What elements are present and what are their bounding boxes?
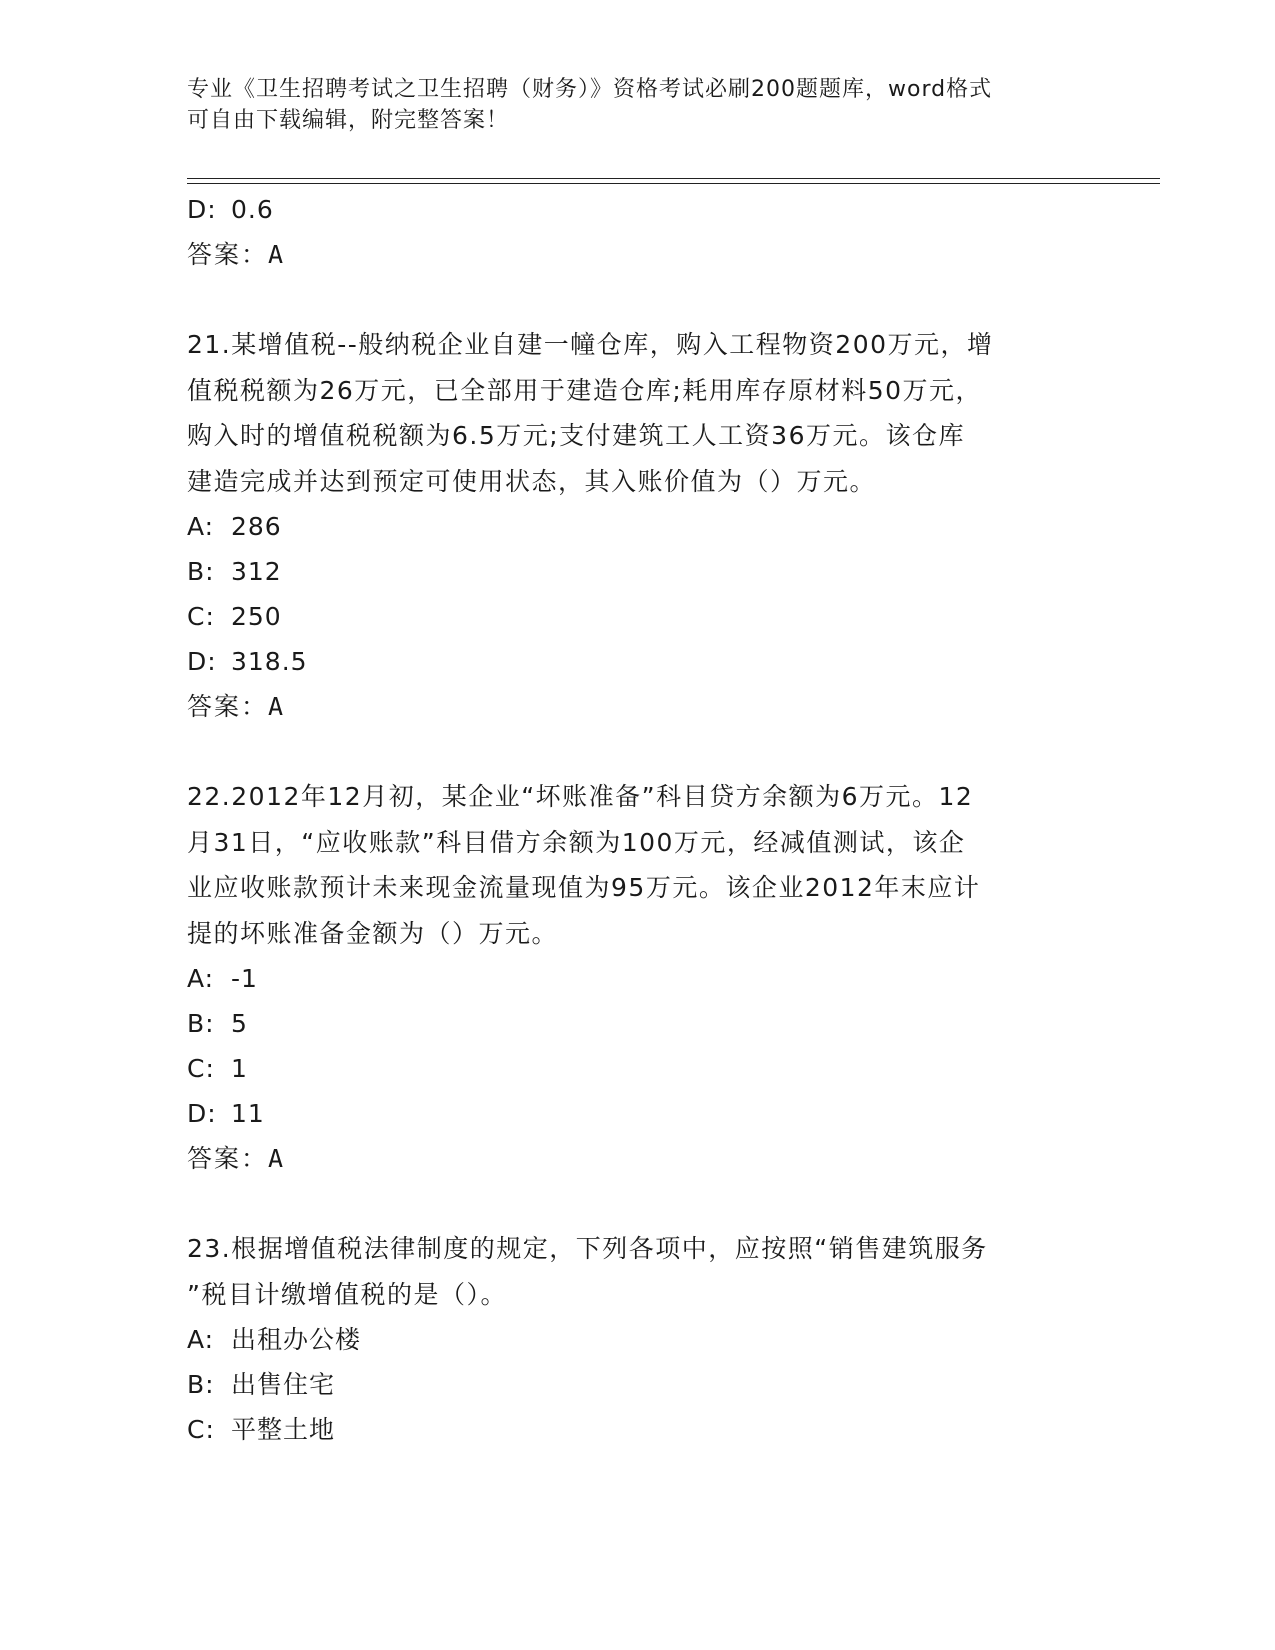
option-d bbox=[187, 1091, 1087, 1136]
question-22-stem bbox=[187, 774, 1067, 956]
header-rule-bottom bbox=[187, 183, 1160, 184]
answer-line bbox=[187, 232, 1087, 277]
answer-label: 答案： bbox=[187, 692, 269, 721]
option-letter: C: bbox=[187, 602, 215, 631]
header-title-line-1: 专业《卫生招聘考试之卫生招聘（财务）》资格考试必刷200题题库，word格式 bbox=[187, 77, 993, 102]
document-header bbox=[187, 74, 1067, 136]
answer-line bbox=[187, 1136, 1087, 1181]
option-letter: B: bbox=[187, 557, 215, 586]
option-text: -1 bbox=[231, 964, 258, 993]
question-line: 22.2012年12月初，某企业“坏账准备”科目贷方余额为6万元。12 bbox=[187, 782, 974, 811]
option-letter: D: bbox=[187, 195, 217, 224]
option-a bbox=[187, 504, 1087, 549]
option-text: 11 bbox=[231, 1099, 265, 1128]
header-rule-top bbox=[187, 178, 1160, 179]
question-21-stem bbox=[187, 322, 1067, 504]
option-b bbox=[187, 549, 1087, 594]
option-letter: D: bbox=[187, 1099, 217, 1128]
header-title-line-2: 可自由下载编辑，附完整答案！ bbox=[187, 108, 510, 133]
option-letter: A: bbox=[187, 512, 215, 541]
spacer bbox=[187, 277, 1087, 322]
answer-label: 答案： bbox=[187, 240, 269, 269]
answer-value: A bbox=[268, 240, 286, 269]
option-a bbox=[187, 1317, 1087, 1362]
question-23-stem bbox=[187, 1226, 1067, 1317]
answer-value: A bbox=[268, 692, 286, 721]
question-line: 月31日，“应收账款”科目借方余额为100万元，经减值测试，该企 bbox=[187, 827, 966, 857]
question-line: 值税税额为26万元，已全部用于建造仓库;耗用库存原材料50万元， bbox=[187, 375, 983, 405]
option-text: 250 bbox=[231, 602, 282, 631]
document-body bbox=[187, 187, 1087, 1452]
option-letter: C: bbox=[187, 1054, 215, 1083]
option-letter: A: bbox=[187, 964, 215, 993]
option-c bbox=[187, 1407, 1087, 1452]
option-letter: B: bbox=[187, 1370, 215, 1399]
option-text: 出售住宅 bbox=[231, 1370, 336, 1399]
option-letter: D: bbox=[187, 647, 217, 676]
option-b bbox=[187, 1001, 1087, 1046]
option-text: 286 bbox=[231, 512, 282, 541]
option-text: 318.5 bbox=[231, 647, 308, 676]
option-letter: B: bbox=[187, 1009, 215, 1038]
answer-line bbox=[187, 684, 1087, 729]
spacer bbox=[187, 729, 1087, 774]
option-b bbox=[187, 1362, 1087, 1407]
question-line: 建造完成并达到预定可使用状态，其入账价值为（）万元。 bbox=[187, 466, 877, 496]
option-text: 1 bbox=[231, 1054, 248, 1083]
option-c bbox=[187, 1046, 1087, 1091]
option-text: 312 bbox=[231, 557, 282, 586]
option-text: 0.6 bbox=[231, 195, 274, 224]
question-line: 提的坏账准备金额为（）万元。 bbox=[187, 918, 559, 948]
option-d bbox=[187, 639, 1087, 684]
question-line: 21.某增值税--般纳税企业自建一幢仓库，购入工程物资200万元，增 bbox=[187, 330, 994, 359]
option-text: 5 bbox=[231, 1009, 248, 1038]
question-line: ”税目计缴增值税的是（）。 bbox=[187, 1279, 507, 1309]
option-letter: C: bbox=[187, 1415, 215, 1444]
question-line: 购入时的增值税税额为6.5万元;支付建筑工人工资36万元。该仓库 bbox=[187, 421, 965, 450]
option-a bbox=[187, 956, 1087, 1001]
question-line: 23.根据增值税法律制度的规定，下列各项中，应按照“销售建筑服务 bbox=[187, 1234, 988, 1263]
option-c bbox=[187, 594, 1087, 639]
option-d bbox=[187, 187, 1087, 232]
spacer bbox=[187, 1181, 1087, 1226]
option-text: 出租办公楼 bbox=[231, 1325, 362, 1354]
option-text: 平整土地 bbox=[231, 1415, 336, 1444]
answer-label: 答案： bbox=[187, 1144, 269, 1173]
answer-value: A bbox=[268, 1144, 286, 1173]
option-letter: A: bbox=[187, 1325, 215, 1354]
question-line: 业应收账款预计未来现金流量现值为95万元。该企业2012年末应计 bbox=[187, 873, 981, 902]
